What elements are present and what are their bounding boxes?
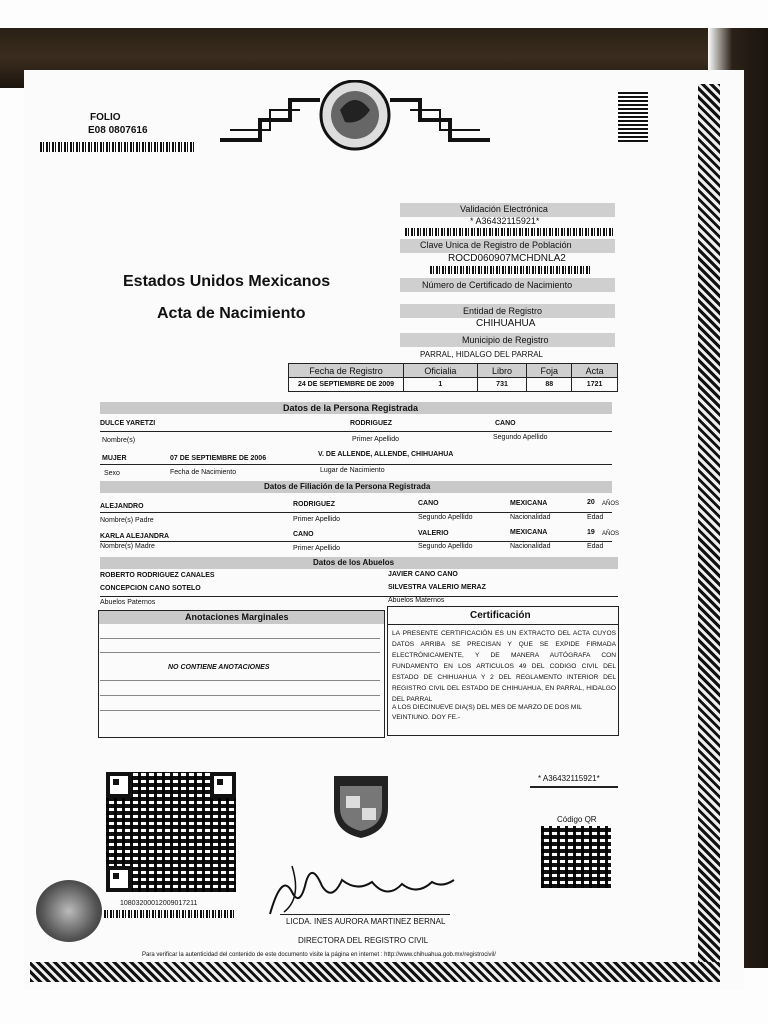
round-stamp bbox=[36, 880, 102, 942]
security-pattern bbox=[618, 92, 648, 142]
annotations-box bbox=[98, 610, 385, 738]
annotation-dotted-line bbox=[100, 680, 380, 681]
grandparents-section-title: Datos de los Abuelos bbox=[313, 558, 395, 567]
decorative-border-bottom bbox=[30, 962, 720, 982]
document-title: Acta de Nacimiento bbox=[157, 305, 306, 322]
person-second-surname-label: Segundo Apellido bbox=[493, 434, 548, 441]
registration-header: Acta bbox=[572, 364, 618, 378]
father-age-unit: AÑOS bbox=[602, 501, 620, 507]
qr-label: Código QR bbox=[557, 815, 597, 824]
divider bbox=[100, 464, 612, 465]
person-section-title: Datos de la Persona Registrada bbox=[283, 403, 419, 413]
person-first-surname-label: Primer Apellido bbox=[352, 436, 400, 443]
annotation-dotted-line bbox=[100, 652, 380, 653]
divider bbox=[100, 431, 612, 432]
curp-label: Clave Unica de Registro de Población bbox=[420, 240, 572, 250]
person-names-label: Nombre(s) bbox=[102, 437, 136, 444]
certification-date: A LOS DIECINUEVE DIA(S) DEL MES DE MARZO DE DOS MIL VEINTIUNO. DOY FE.- bbox=[392, 704, 582, 721]
municipality-value: PARRAL, HIDALGO DEL PARRAL bbox=[420, 350, 543, 359]
national-emblem-ornament bbox=[220, 80, 490, 155]
person-birth-place-label: Lugar de Nacimiento bbox=[320, 467, 385, 474]
mother-names-label: Nombre(s) Madre bbox=[100, 543, 155, 550]
person-first-surname: RODRIGUEZ bbox=[350, 420, 392, 427]
coat-of-arms-shield bbox=[330, 772, 392, 840]
person-birth-place: V. DE ALLENDE, ALLENDE, CHIHUAHUA bbox=[318, 451, 454, 458]
father-age-label: Edad bbox=[587, 514, 604, 521]
registration-oficialia: 1 bbox=[404, 378, 478, 392]
annotation-dotted-line bbox=[100, 695, 380, 696]
mother-second-surname: VALERIO bbox=[418, 530, 449, 537]
qr-finder bbox=[210, 772, 236, 798]
barcode-number: 10803200012009017211 bbox=[120, 900, 198, 907]
person-sex-label: Sexo bbox=[104, 470, 120, 477]
mother-second-surname-label: Segundo Apellido bbox=[418, 543, 473, 550]
entity-label: Entidad de Registro bbox=[463, 306, 543, 316]
mother-first-surname: CANO bbox=[293, 531, 314, 538]
folio-barcode bbox=[40, 142, 195, 152]
bottom-barcode bbox=[104, 910, 234, 918]
father-nationality: MEXICANA bbox=[510, 500, 548, 507]
curp-barcode bbox=[430, 266, 590, 274]
mother-age-label: Edad bbox=[587, 543, 604, 550]
person-birth-date: 07 DE SEPTIEMBRE DE 2006 bbox=[170, 455, 267, 462]
registration-header: Libro bbox=[477, 364, 527, 378]
certification-title: Certificación bbox=[470, 610, 531, 621]
maternal-grandparent-1: JAVIER CANO CANO bbox=[388, 571, 458, 578]
signature bbox=[262, 852, 462, 922]
qr-finder bbox=[106, 866, 132, 892]
paternal-grandparent-2: CONCEPCION CANO SOTELO bbox=[100, 585, 201, 592]
person-names: DULCE YARETZI bbox=[100, 420, 156, 427]
mother-first-surname-label: Primer Apellido bbox=[293, 545, 341, 552]
registration-table bbox=[288, 363, 618, 392]
signature-line bbox=[280, 914, 450, 915]
registration-header: Oficialia bbox=[404, 364, 478, 378]
father-first-surname-label: Primer Apellido bbox=[293, 516, 341, 523]
validation-code-bottom: * A36432115921* bbox=[538, 774, 600, 783]
folio-number: E08 0807616 bbox=[88, 125, 148, 136]
mother-age-unit: AÑOS bbox=[602, 531, 620, 537]
filiation-section-title: Datos de Filiación de la Persona Registrada bbox=[264, 482, 431, 491]
registration-date: 24 DE SEPTIEMBRE DE 2009 bbox=[289, 378, 404, 392]
municipality-label: Municipio de Registro bbox=[462, 335, 549, 345]
annotations-title: Anotaciones Marginales bbox=[185, 612, 289, 622]
entity-value: CHIHUAHUA bbox=[476, 318, 536, 329]
country-title: Estados Unidos Mexicanos bbox=[123, 273, 331, 290]
folio-label: FOLIO bbox=[90, 112, 121, 123]
person-second-surname: CANO bbox=[495, 420, 516, 427]
divider bbox=[100, 596, 618, 597]
mother-age: 19 bbox=[587, 529, 595, 536]
mother-nationality: MEXICANA bbox=[510, 529, 548, 536]
annotation-dotted-line bbox=[100, 638, 380, 639]
maternal-label: Abuelos Maternos bbox=[388, 597, 445, 604]
cert-number-label: Número de Certificado de Nacimiento bbox=[422, 280, 573, 290]
registration-foja: 88 bbox=[527, 378, 572, 392]
mother-nationality-label: Nacionalidad bbox=[510, 543, 551, 550]
annotation-dotted-line bbox=[100, 710, 380, 711]
decorative-border-right bbox=[698, 84, 720, 964]
validation-label: Validación Electrónica bbox=[460, 204, 548, 214]
divider bbox=[530, 786, 618, 788]
father-first-surname: RODRIGUEZ bbox=[293, 501, 335, 508]
registration-header: Foja bbox=[527, 364, 572, 378]
divider bbox=[388, 624, 618, 625]
verification-text: Para verificar la autenticidad del contenido de este documento visite la página en internet : http://www.chihuahua.gob.mx/registrocivil/ bbox=[142, 952, 496, 958]
paternal-label: Abuelos Paternos bbox=[100, 599, 156, 606]
father-names: ALEJANDRO bbox=[100, 503, 144, 510]
maternal-grandparent-2: SILVESTRA VALERIO MERAZ bbox=[388, 584, 486, 591]
curp-value: ROCD060907MCHDNLA2 bbox=[448, 253, 566, 264]
signer-title: DIRECTORA DEL REGISTRO CIVIL bbox=[298, 936, 429, 945]
father-names-label: Nombre(s) Padre bbox=[100, 517, 154, 524]
mother-names: KARLA ALEJANDRA bbox=[100, 533, 170, 540]
registration-acta: 1721 bbox=[572, 378, 618, 392]
father-second-surname: CANO bbox=[418, 500, 439, 507]
person-birth-date-label: Fecha de Nacimiento bbox=[170, 469, 237, 476]
father-second-surname-label: Segundo Apellido bbox=[418, 514, 473, 521]
person-sex: MUJER bbox=[102, 455, 127, 462]
certification-body: LA PRESENTE CERTIFICACIÓN ES UN EXTRACTO DEL ACTA CUYOS DATOS ARRIBA SE PRECISAN Y QUE SE EXPIDE FIRMADA ELECTRÓNICAMENTE, Y DE MANERA AUTÓGRAFA CON FUNDAMENTO EN LOS ARTICULOS 49 DEL CODIGO CIVIL DEL ESTADO DE CHIHUAHUA Y 2 DEL REGLAMENTO INTERIOR DEL REGISTRO CIVIL DEL ESTADO DE CHIHUAHUA, EN PARRAL, HIDALGO DEL PARRAL bbox=[392, 630, 616, 703]
qr-finder bbox=[106, 772, 132, 798]
divider bbox=[100, 512, 612, 513]
registration-libro: 731 bbox=[477, 378, 527, 392]
validation-code: * A36432115921* bbox=[470, 216, 540, 226]
annotations-text: NO CONTIENE ANOTACIONES bbox=[168, 664, 270, 671]
signer-name: LICDA. INES AURORA MARTINEZ BERNAL bbox=[286, 917, 446, 926]
paternal-grandparent-1: ROBERTO RODRIGUEZ CANALES bbox=[100, 572, 215, 579]
father-nationality-label: Nacionalidad bbox=[510, 514, 551, 521]
divider bbox=[100, 541, 612, 542]
father-age: 20 bbox=[587, 499, 595, 506]
registration-header: Fecha de Registro bbox=[289, 364, 404, 378]
validation-barcode bbox=[405, 228, 615, 236]
qr-code-small bbox=[541, 826, 611, 888]
